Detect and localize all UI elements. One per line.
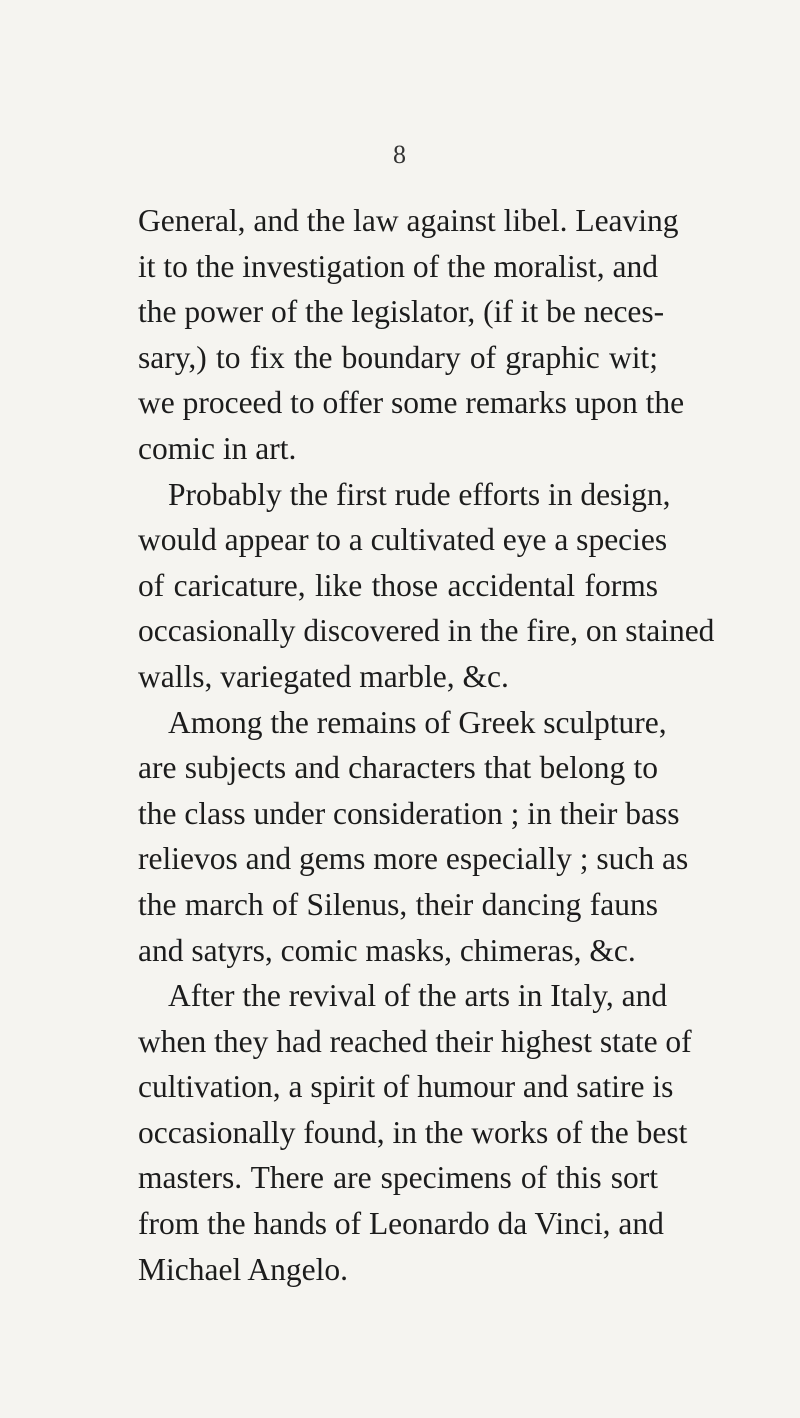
text-line: would appear to a cultivated eye a species xyxy=(138,522,668,558)
text-line: the power of the legislator, (if it be neces- xyxy=(138,294,665,330)
text-line: the class under consideration ; in their bass xyxy=(138,795,680,831)
text-line: Michael Angelo. xyxy=(138,1251,348,1287)
text-line: occasionally found, in the works of the best xyxy=(138,1114,688,1150)
text-line: cultivation, a spirit of humour and satire is xyxy=(138,1069,674,1105)
paragraph-start-line: Among the remains of Greek sculpture, xyxy=(168,704,667,740)
text-line: sary,) to fix the boundary of graphic wit; xyxy=(138,339,658,375)
text-line: we proceed to offer some remarks upon the xyxy=(138,385,685,421)
text-line: walls, variegated marble, &c. xyxy=(138,658,509,694)
text-line: of caricature, like those accidental forms xyxy=(138,567,658,603)
body-text xyxy=(138,198,715,1292)
text-line: General, and the law against libel. Leaving xyxy=(138,203,679,238)
text-line: from the hands of Leonardo da Vinci, and xyxy=(138,1206,664,1242)
text-line: comic in art. xyxy=(138,430,297,466)
text-line: relievos and gems more especially ; such as xyxy=(138,841,689,877)
text-line: it to the investigation of the moralist, and xyxy=(138,248,658,284)
paragraph-start-line: After the revival of the arts in Italy, and xyxy=(168,978,668,1014)
text-line: occasionally discovered in the fire, on stained xyxy=(138,613,715,649)
text-line: and satyrs, comic masks, chimeras, &c. xyxy=(138,932,636,968)
text-line: masters. There are specimens of this sort xyxy=(138,1160,658,1196)
text-line: the march of Silenus, their dancing fauns xyxy=(138,886,658,922)
page-number: 8 xyxy=(393,140,407,169)
paragraph-start-line: Probably the first rude efforts in design, xyxy=(168,476,671,512)
text-line: are subjects and characters that belong to xyxy=(138,750,658,786)
text-line: when they had reached their highest state of xyxy=(138,1023,692,1059)
